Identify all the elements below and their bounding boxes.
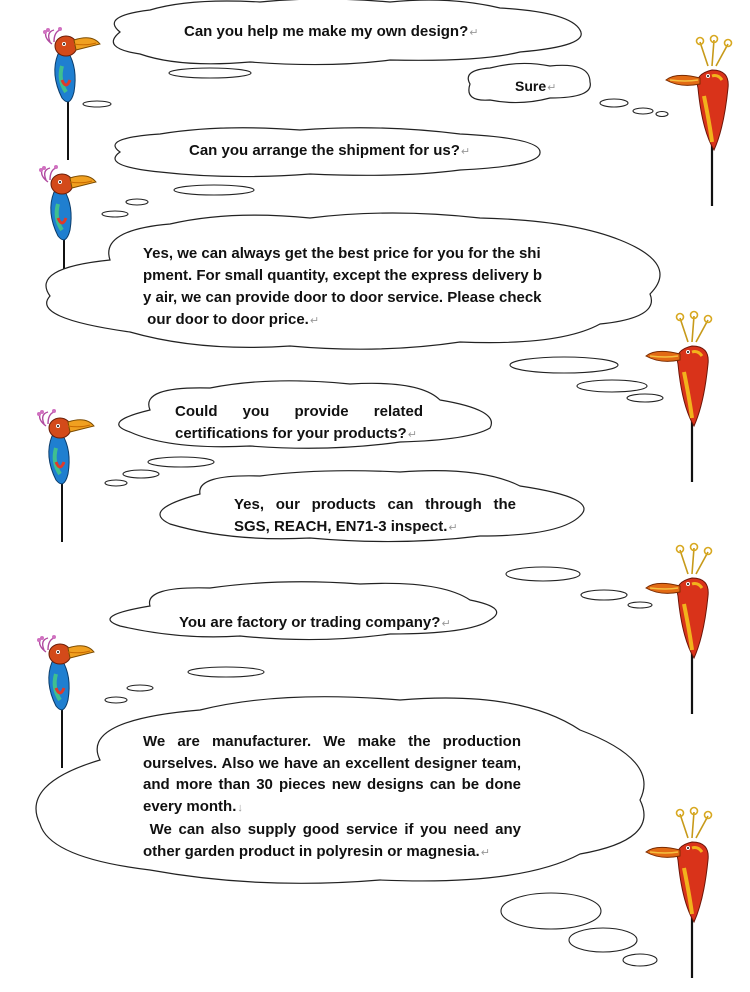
message-text-8 — [143, 731, 526, 864]
message-line: SGS, REACH, EN71-3 inspect.↵ — [234, 518, 458, 535]
message-text-6 — [234, 494, 516, 539]
message-paragraph: We are manufacturer. We make the production ourselves. Also we have an excellent designer team, and more than 30 pieces new designs can be done every month.↓ — [143, 733, 521, 815]
message-line: pment. For small quantity, except the express delivery b — [143, 267, 543, 284]
message-text-5 — [175, 401, 423, 446]
toucan-bird-icon — [37, 409, 94, 542]
phoenix-bird-icon — [646, 544, 712, 715]
message-text-7: You are factory or trading company?↵ — [179, 614, 451, 631]
toucan-bird-icon — [37, 635, 94, 768]
message-line: Yes, we can always get the best price for you for the shi — [143, 245, 541, 262]
message-text-3: Can you arrange the shipment for us?↵ — [189, 142, 471, 159]
speech-bubble-2 — [468, 63, 668, 116]
toucan-bird-icon — [43, 27, 100, 160]
message-line: our door to door price.↵ — [143, 311, 320, 328]
message-line: Could you provide related — [175, 403, 423, 420]
message-line: Yes, our products can through the — [234, 496, 516, 513]
phoenix-bird-icon — [666, 36, 732, 207]
message-line: y air, we can provide door to door service. Please check — [143, 289, 542, 306]
message-text-4 — [143, 243, 569, 332]
message-paragraph: We can also supply good service if you need any other garden product in polyresin or magnesia.↵ — [143, 821, 526, 860]
speech-bubble-7 — [105, 582, 497, 703]
message-line: certifications for your products?↵ — [175, 425, 417, 442]
message-text-2: Sure↵ — [515, 78, 557, 94]
message-text-1: Can you help me make my own design?↵ — [184, 23, 479, 40]
phoenix-bird-icon — [646, 808, 712, 979]
